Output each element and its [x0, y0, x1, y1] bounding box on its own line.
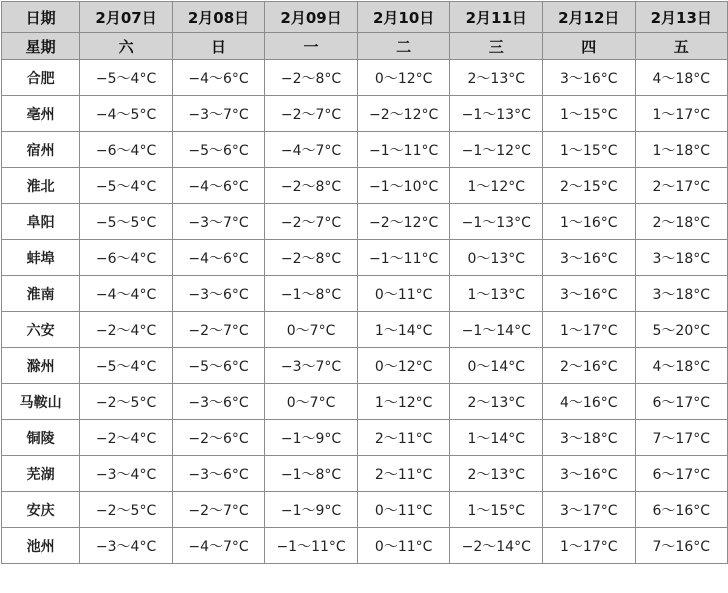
temperature-cell: −2～7°C — [172, 492, 264, 528]
temperature-cell: 0～12°C — [357, 60, 450, 96]
weekday-cell: 六 — [80, 33, 172, 60]
temperature-cell: −3～6°C — [172, 384, 264, 420]
temperature-cell: 1～15°C — [543, 132, 635, 168]
city-name-cell: 蚌埠 — [2, 240, 80, 276]
temperature-cell: 0～11°C — [357, 492, 450, 528]
city-name-cell: 淮北 — [2, 168, 80, 204]
temperature-cell: −1～13°C — [450, 204, 543, 240]
temperature-cell: −1～11°C — [265, 528, 358, 564]
forecast-rows — [2, 60, 728, 564]
weekday-cell: 一 — [265, 33, 358, 60]
date-cell: 2月13日 — [635, 2, 728, 33]
temperature-cell: 2～13°C — [450, 60, 543, 96]
temperature-cell: −2～8°C — [265, 60, 358, 96]
temperature-cell: 2～11°C — [357, 420, 450, 456]
city-name-cell: 池州 — [2, 528, 80, 564]
date-cell: 2月08日 — [172, 2, 264, 33]
temperature-cell: 2～16°C — [543, 348, 635, 384]
table-row — [2, 528, 728, 564]
temperature-cell: −2～8°C — [265, 168, 358, 204]
temperature-cell: 1～17°C — [543, 528, 635, 564]
temperature-cell: 2～15°C — [543, 168, 635, 204]
temperature-cell: −3～7°C — [265, 348, 358, 384]
table-row — [2, 348, 728, 384]
city-name-cell: 铜陵 — [2, 420, 80, 456]
temperature-cell: −2～12°C — [357, 204, 450, 240]
weekday-header-row — [2, 33, 728, 60]
table-row — [2, 96, 728, 132]
table-row — [2, 420, 728, 456]
temperature-cell: −1～13°C — [450, 96, 543, 132]
temperature-cell: 3～16°C — [543, 276, 635, 312]
forecast-table — [1, 1, 728, 564]
temperature-cell: 3～16°C — [543, 60, 635, 96]
temperature-cell: 2～13°C — [450, 456, 543, 492]
temperature-cell: −2～6°C — [172, 420, 264, 456]
temperature-cell: 1～15°C — [450, 492, 543, 528]
temperature-cell: −1～9°C — [265, 492, 358, 528]
temperature-cell: −5～4°C — [80, 168, 172, 204]
date-header-row — [2, 2, 728, 33]
temperature-cell: −2～5°C — [80, 492, 172, 528]
temperature-cell: 0～7°C — [265, 312, 358, 348]
temperature-cell: 0～11°C — [357, 276, 450, 312]
temperature-cell: 0～13°C — [450, 240, 543, 276]
table-row — [2, 60, 728, 96]
temperature-cell: −3～6°C — [172, 456, 264, 492]
temperature-cell: 2～17°C — [635, 168, 728, 204]
city-name-cell: 阜阳 — [2, 204, 80, 240]
temperature-cell: 1～16°C — [543, 204, 635, 240]
city-name-cell: 合肥 — [2, 60, 80, 96]
temperature-cell: −6～4°C — [80, 240, 172, 276]
table-row — [2, 276, 728, 312]
temperature-cell: −1～10°C — [357, 168, 450, 204]
table-row — [2, 132, 728, 168]
temperature-cell: 3～17°C — [543, 492, 635, 528]
temperature-cell: 1～14°C — [450, 420, 543, 456]
temperature-cell: 2～13°C — [450, 384, 543, 420]
temperature-cell: −1～8°C — [265, 276, 358, 312]
city-name-cell: 淮南 — [2, 276, 80, 312]
table-row — [2, 492, 728, 528]
date-cell: 2月12日 — [543, 2, 635, 33]
temperature-cell: 0～14°C — [450, 348, 543, 384]
date-cell: 2月10日 — [357, 2, 450, 33]
temperature-cell: 3～18°C — [635, 240, 728, 276]
temperature-cell: 0～12°C — [357, 348, 450, 384]
forecast-table-container — [1, 1, 728, 564]
temperature-cell: 0～11°C — [357, 528, 450, 564]
temperature-cell: −1～12°C — [450, 132, 543, 168]
weekday-label-cell: 星期 — [2, 33, 80, 60]
temperature-cell: −5～6°C — [172, 348, 264, 384]
temperature-cell: −2～8°C — [265, 240, 358, 276]
temperature-cell: −4～6°C — [172, 168, 264, 204]
temperature-cell: −3～4°C — [80, 528, 172, 564]
temperature-cell: 6～16°C — [635, 492, 728, 528]
table-row — [2, 312, 728, 348]
temperature-cell: −5～5°C — [80, 204, 172, 240]
table-row — [2, 384, 728, 420]
city-name-cell: 滁州 — [2, 348, 80, 384]
temperature-cell: 7～16°C — [635, 528, 728, 564]
date-cell: 2月07日 — [80, 2, 172, 33]
temperature-cell: −1～14°C — [450, 312, 543, 348]
temperature-cell: −4～6°C — [172, 240, 264, 276]
temperature-cell: 1～18°C — [635, 132, 728, 168]
temperature-cell: −4～5°C — [80, 96, 172, 132]
temperature-cell: −5～4°C — [80, 348, 172, 384]
temperature-cell: −4～4°C — [80, 276, 172, 312]
temperature-cell: −2～14°C — [450, 528, 543, 564]
temperature-cell: −3～7°C — [172, 96, 264, 132]
temperature-cell: 2～11°C — [357, 456, 450, 492]
temperature-cell: 6～17°C — [635, 384, 728, 420]
temperature-cell: −6～4°C — [80, 132, 172, 168]
temperature-cell: 1～14°C — [357, 312, 450, 348]
temperature-cell: −3～4°C — [80, 456, 172, 492]
temperature-cell: −4～6°C — [172, 60, 264, 96]
temperature-cell: 4～18°C — [635, 348, 728, 384]
temperature-cell: −1～11°C — [357, 132, 450, 168]
temperature-cell: −2～12°C — [357, 96, 450, 132]
temperature-cell: 1～17°C — [543, 312, 635, 348]
city-name-cell: 芜湖 — [2, 456, 80, 492]
temperature-cell: 1～13°C — [450, 276, 543, 312]
temperature-cell: −2～7°C — [265, 204, 358, 240]
city-name-cell: 亳州 — [2, 96, 80, 132]
city-name-cell: 安庆 — [2, 492, 80, 528]
temperature-cell: −3～6°C — [172, 276, 264, 312]
temperature-cell: 5～20°C — [635, 312, 728, 348]
city-name-cell: 宿州 — [2, 132, 80, 168]
temperature-cell: −1～8°C — [265, 456, 358, 492]
city-name-cell: 六安 — [2, 312, 80, 348]
temperature-cell: 1～17°C — [635, 96, 728, 132]
date-label-cell: 日期 — [2, 2, 80, 33]
weekday-cell: 二 — [357, 33, 450, 60]
weekday-cell: 五 — [635, 33, 728, 60]
table-row — [2, 168, 728, 204]
temperature-cell: −2～5°C — [80, 384, 172, 420]
table-row — [2, 456, 728, 492]
temperature-cell: 7～17°C — [635, 420, 728, 456]
temperature-cell: −2～4°C — [80, 420, 172, 456]
temperature-cell: −2～7°C — [265, 96, 358, 132]
weekday-cell: 日 — [172, 33, 264, 60]
temperature-cell: −5～6°C — [172, 132, 264, 168]
temperature-cell: 1～12°C — [450, 168, 543, 204]
temperature-cell: 1～12°C — [357, 384, 450, 420]
temperature-cell: 1～15°C — [543, 96, 635, 132]
temperature-cell: 3～16°C — [543, 240, 635, 276]
temperature-cell: −5～4°C — [80, 60, 172, 96]
temperature-cell: 6～17°C — [635, 456, 728, 492]
date-cell: 2月09日 — [265, 2, 358, 33]
temperature-cell: −4～7°C — [172, 528, 264, 564]
table-row — [2, 204, 728, 240]
temperature-cell: 3～18°C — [543, 420, 635, 456]
temperature-cell: 4～16°C — [543, 384, 635, 420]
weekday-cell: 三 — [450, 33, 543, 60]
weekday-cell: 四 — [543, 33, 635, 60]
date-cell: 2月11日 — [450, 2, 543, 33]
temperature-cell: −1～9°C — [265, 420, 358, 456]
table-row — [2, 240, 728, 276]
temperature-cell: 0～7°C — [265, 384, 358, 420]
temperature-cell: 2～18°C — [635, 204, 728, 240]
temperature-cell: −2～4°C — [80, 312, 172, 348]
temperature-cell: 4～18°C — [635, 60, 728, 96]
temperature-cell: −1～11°C — [357, 240, 450, 276]
temperature-cell: −3～7°C — [172, 204, 264, 240]
temperature-cell: 3～16°C — [543, 456, 635, 492]
temperature-cell: 3～18°C — [635, 276, 728, 312]
temperature-cell: −2～7°C — [172, 312, 264, 348]
temperature-cell: −4～7°C — [265, 132, 358, 168]
city-name-cell: 马鞍山 — [2, 384, 80, 420]
